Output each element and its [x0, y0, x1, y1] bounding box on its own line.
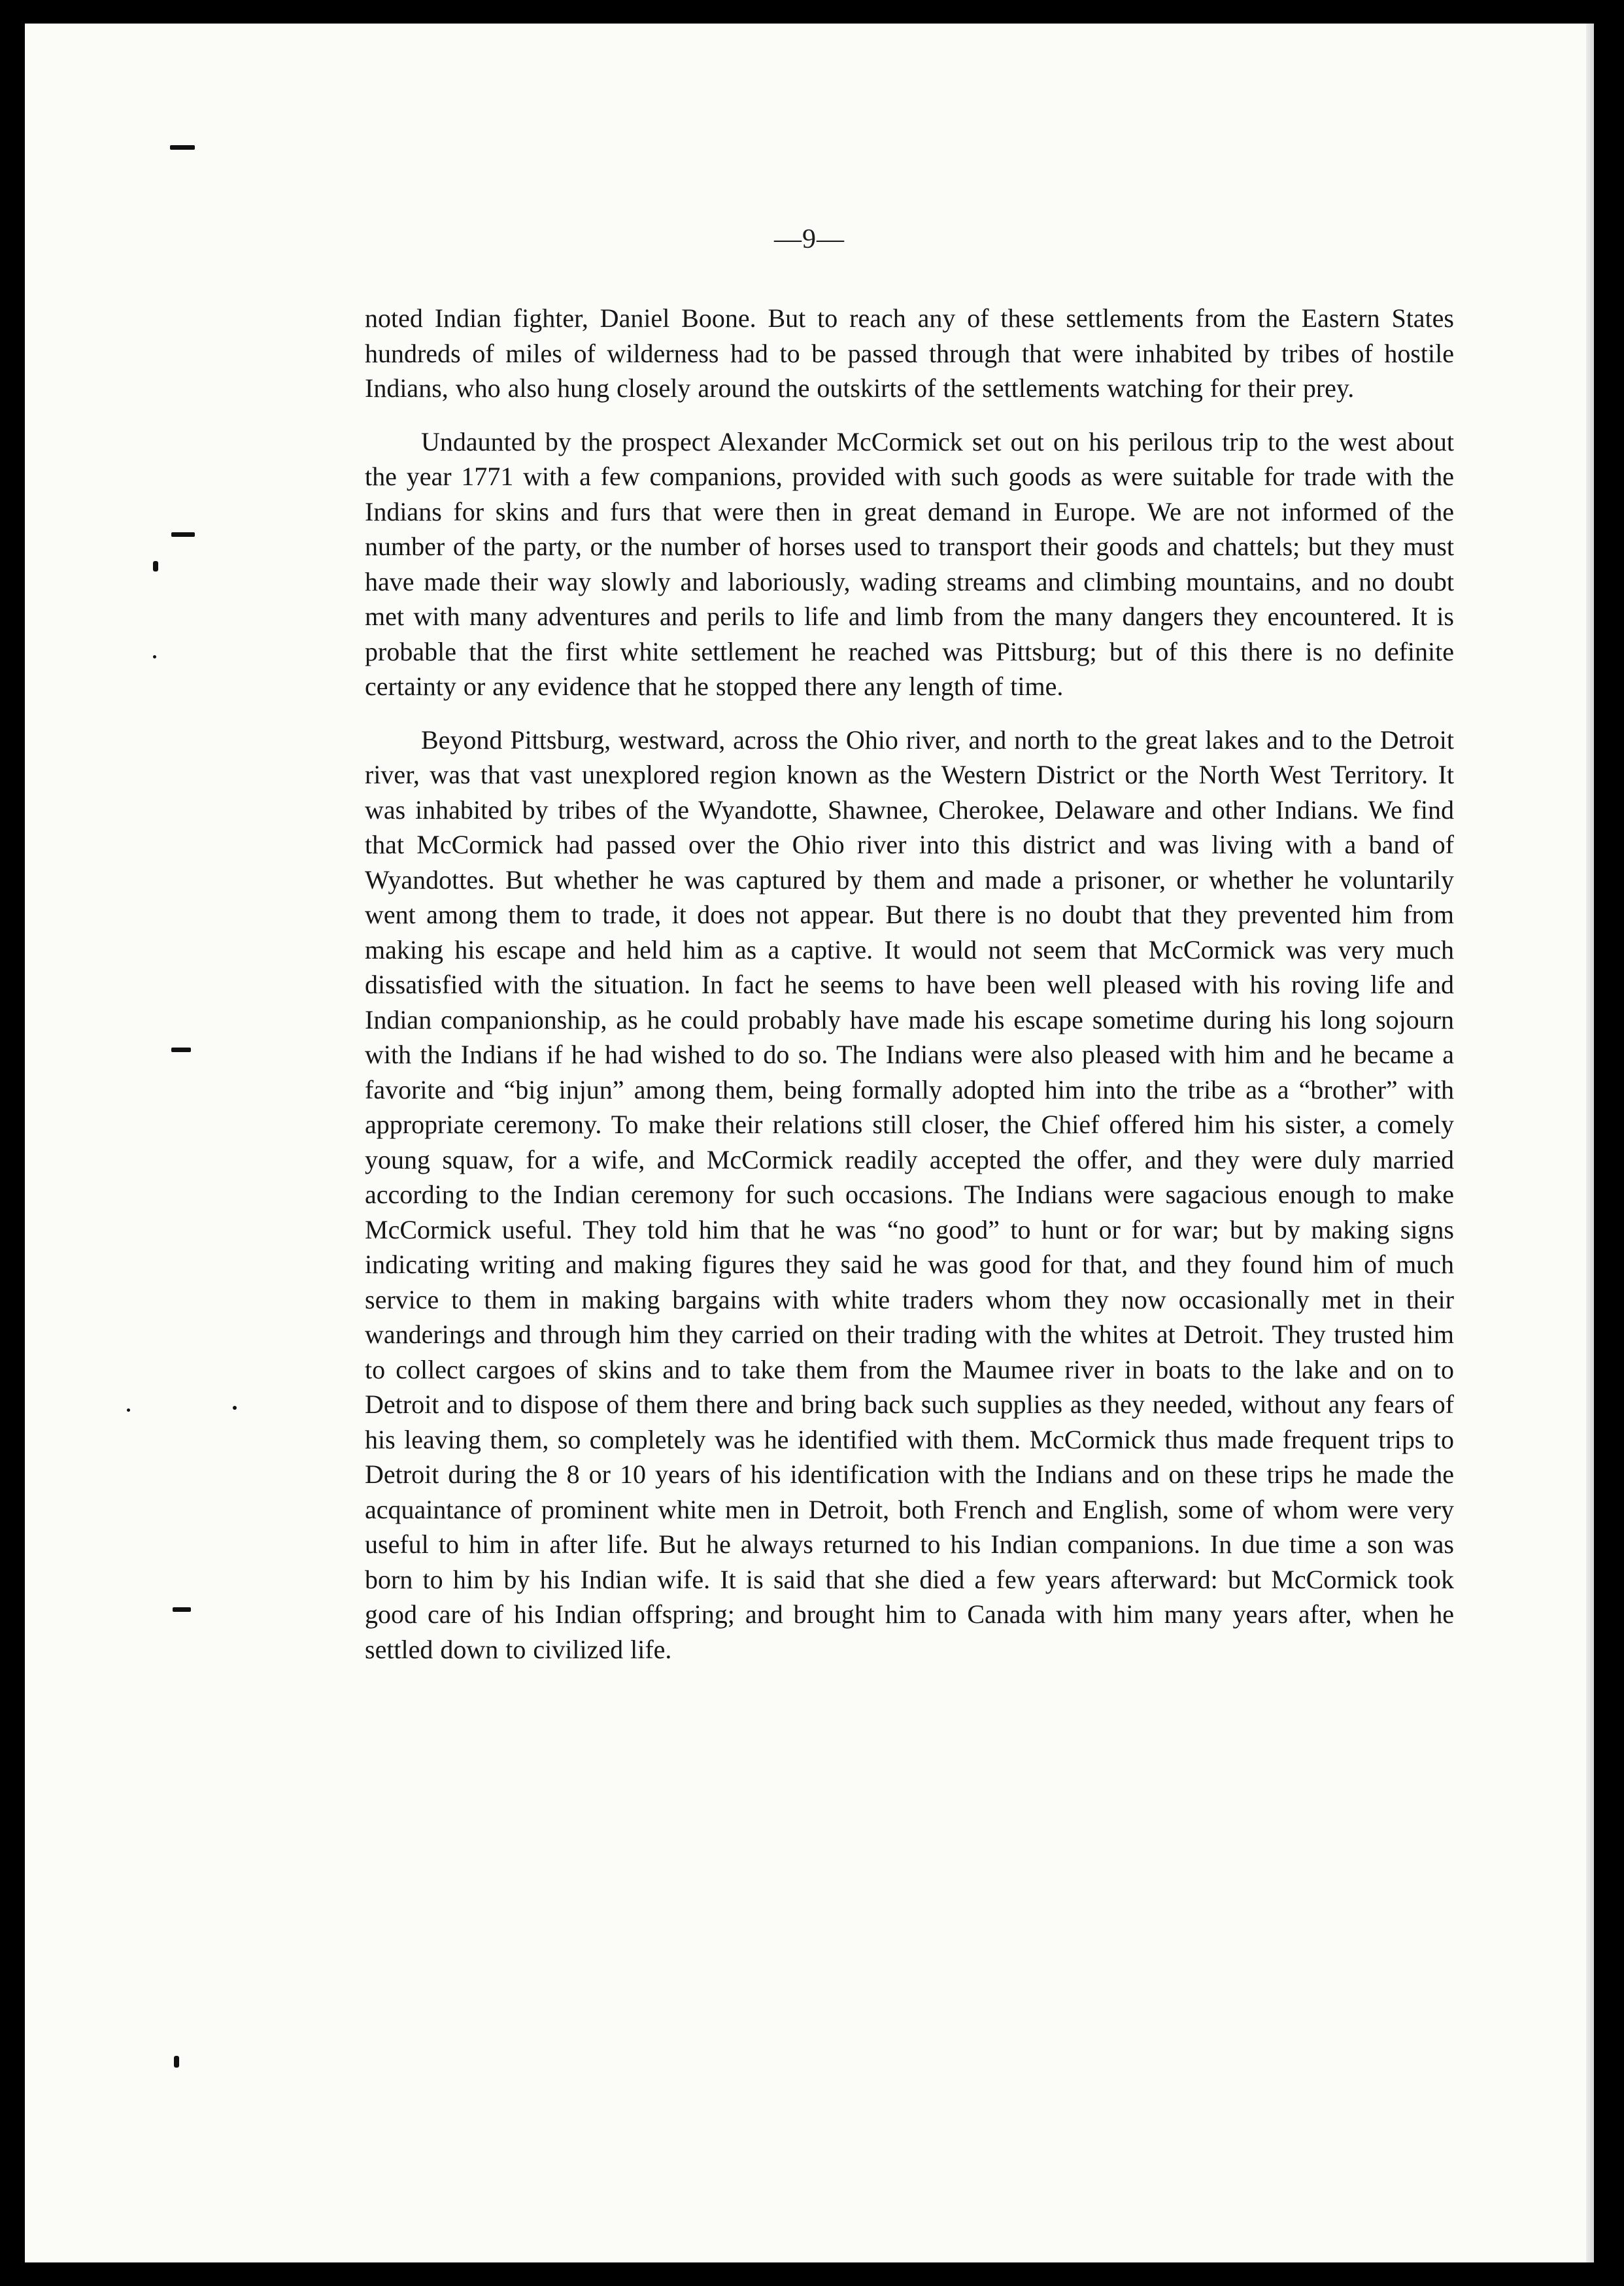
binding-mark	[173, 1607, 191, 1612]
body-text	[365, 301, 1454, 1667]
binding-mark	[127, 1408, 130, 1412]
binding-mark	[233, 1406, 237, 1410]
document-page	[25, 24, 1594, 2262]
page-edge-shadow	[1586, 24, 1594, 2262]
paragraph-3: Beyond Pittsburg, westward, across the Ohio river, and north to the great lakes and to the Detroit river, was that vast unexplored region known as the Western District or the North West Territory. It was inhabited by tribes of the Wyandotte, Shawnee, Cherokee, Delaware and other Indians. We find that McCormick had passed over the Ohio river into this district and was living with a band of Wyandottes. But whether he was captured by them and made a prisoner, or whether he voluntarily went among them to trade, it does not appear. But there is no doubt that they prevented him from making his escape and held him as a captive. It would not seem that McCormick was very much dissatisfied with the situation. In fact he seems to have been well pleased with his roving life and Indian companionship, as he could probably have made his escape sometime during his long sojourn with the Indians if he had wished to do so. The Indians were also pleased with him and he became a favorite and “big injun” among them, being formally adopted him into the tribe as a “brother” with appropriate ceremony. To make their relations still closer, the Chief offered him his sister, a comely young squaw, for a wife, and McCormick readily accepted the offer, and they were duly married according to the Indian ceremony for such occasions. The Indians were sagacious enough to make McCormick useful. They told him that he was “no good” to hunt or for war; but by making signs indicating writing and making figures they said he was good for that, and they found him of much service to them in making bargains with white traders whom they now occasionally met in their wanderings and through him they carried on their trading with the whites at Detroit. They trusted him to collect cargoes of skins and to take them from the Maumee river in boats to the lake and on to Detroit and to dispose of them there and bring back such supplies as they needed, without any fears of his leaving them, so completely was he identified with them. McCormick thus made frequent trips to Detroit during the 8 or 10 years of his identification with the Indians and on these trips he made the acquaintance of prominent white men in Detroit, both French and English, some of whom were very useful to him in after life. But he always returned to his Indian companions. In due time a son was born to him by his Indian wife. It is said that she died a few years afterward: but McCormick took good care of his Indian offspring; and brought him to Canada with him many years after, when he settled down to civilized life.	[365, 725, 1454, 1664]
binding-mark	[171, 532, 195, 537]
binding-mark	[171, 1048, 191, 1052]
binding-mark	[153, 655, 156, 658]
page-number: —9—	[774, 224, 845, 254]
binding-mark	[153, 561, 158, 572]
binding-mark	[174, 2056, 179, 2068]
paragraph-1: noted Indian fighter, Daniel Boone. But to reach any of these settlements from the Eastern States hundreds of miles of wilderness had to be passed through that were inhabited by tribes of hostile Indians, who also hung closely around the outskirts of the settlements watching for their prey.	[365, 303, 1454, 403]
binding-mark	[170, 145, 195, 150]
paragraph-2: Undaunted by the prospect Alexander McCormick set out on his perilous trip to the west about the year 1771 with a few companions, provided with such goods as were suitable for trade with the Indians for skins and furs that were then in great demand in Europe. We are not informed of the number of the party, or the number of horses used to transport their goods and chattels; but they must have made their way slowly and laboriously, wading streams and climbing mountains, and no doubt met with many adventures and perils to life and limb from the many dangers they encountered. It is probable that the first white settlement he reached was Pittsburg; but of this there is no definite certainty or any evidence that he stopped there any length of time.	[365, 426, 1454, 701]
